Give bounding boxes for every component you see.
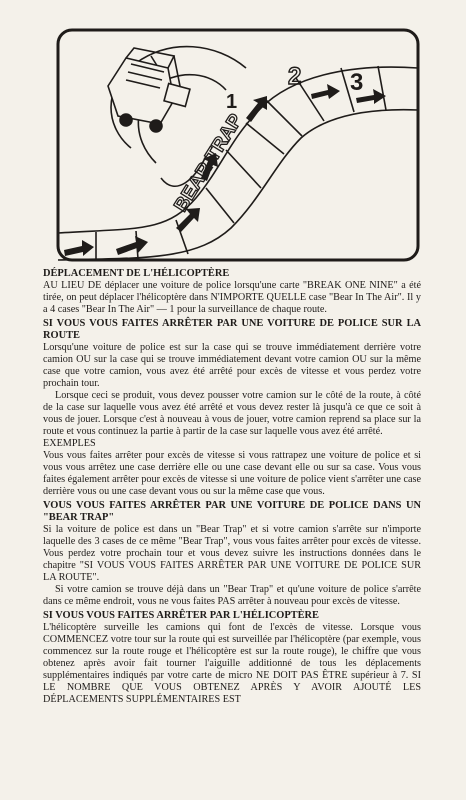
section-title-police-car: SI VOUS VOUS FAITES ARRÊTER PAR UNE VOITURE DE POLICE SUR LA ROUTE bbox=[43, 318, 421, 341]
space-number-2: 2 bbox=[288, 63, 302, 90]
section-title-bear-trap: VOUS VOUS FAITES ARRÊTER PAR UNE VOITURE DE POLICE DANS UN "BEAR TRAP" bbox=[43, 500, 421, 523]
police-car-paragraph-3: Vous vous faites arrêter pour excès de vitesse si vous rattrapez une voiture de police et si vous vous arrêtez une case derrière elle ou une case devant elle ou sur sa case. Vous vous faites également arrêter pour excès de vitesse si une voiture de police vient s'arrêter une case derrière vous ou une case devant vous ou sur la même case que vous. bbox=[43, 450, 421, 497]
rules-text bbox=[43, 268, 421, 706]
helicopter-stop-body: L'hélicoptère surveille les camions qui font de l'excès de vitesse. Lorsque vous COMMENCEZ votre tour sur la route qui est surveillée par l'hélicoptère (par exemple, vous commencez sur la route rouge et l'hélicoptère est sur la route rouge), le chiffre que vous obtenez après avoir fait tourner l'aiguille additionné de tous les déplacements supplémentaires indiqués par votre carte de micro NE DOIT PAS ÊTRE supérieur à 7. SI LE NOMBRE QUE VOUS OBTENEZ APRÈS Y AVOIR AJOUTÉ LES DÉPLACEMENTS SUPPLÉMENTAIRES EST bbox=[43, 622, 421, 705]
arrow-icon bbox=[311, 84, 340, 99]
arrow-icon bbox=[64, 240, 94, 256]
bear-trap-paragraph-2: Si votre camion se trouve déjà dans un "Bear Trap" et qu'une voiture de police s'arrête dans ce même endroit, vous ne vous faites PAS arrêter à nouveau pour excès de vitesse. bbox=[43, 584, 421, 607]
arrow-icon bbox=[116, 236, 148, 255]
bear-trap-paragraph-1: Si la voiture de police est dans un "Bear Trap" et si votre camion s'arrête sur n'importe laquelle des 3 cases de ce même "Bear Trap", vous vous faites arrêter pour excès de vitesse. Vous perdez votre prochain tour et vous devez suivre les instructions données dans le chapitre "SI VOUS VOUS FAITES ARRÊTER PAR UNE VOITURE DE POLICE SUR LA ROUTE". bbox=[43, 524, 421, 583]
helicopter-move-body: AU LIEU DE déplacer une voiture de police lorsqu'une carte "BREAK ONE NINE" a été tirée, on peut déplacer l'hélicoptère dans N'IMPORTE QUELLE case "Bear In The Air". Il y a 4 cases "Bear In The Air" — 1 pour la surveillance de chaque route. bbox=[43, 280, 421, 315]
board-illustration bbox=[56, 28, 420, 262]
police-car-paragraph-2: Lorsque ceci se produit, vous devez pousser votre camion sur le côté de la route, à côté de la case sur laquelle vous avez été arrêté et vous devez rester là jusqu'à ce que ce soit à vous de jouer. Lorsque c'est à nouveau à vous de jouer, votre camion reprend sa place sur la route et vous continuez la partie à partir de la case sur laquelle vous avez été arrêté. bbox=[43, 390, 421, 437]
examples-label: EXEMPLES bbox=[43, 438, 96, 449]
section-title-helicopter-move: DÉPLACEMENT DE L'HÉLICOPTÈRE bbox=[43, 268, 230, 279]
arrow-icon bbox=[246, 96, 267, 122]
bear-trap-label: BEAR TRAP bbox=[170, 110, 247, 216]
illustration-frame bbox=[58, 30, 418, 260]
truck-icon bbox=[108, 48, 190, 132]
space-number-1: 1 bbox=[226, 91, 238, 113]
space-number-3: 3 bbox=[350, 69, 364, 96]
police-car-paragraph-1: Lorsqu'une voiture de police est sur la case qui se trouve immédiatement derrière votre camion OU sur la case qui se trouve immédiatement devant votre camion OU sur la même case que votre camion, vous avez été arrêté pour excès de vitesse et vous perdez votre prochain tour. bbox=[43, 342, 421, 389]
section-title-helicopter-stop: SI VOUS VOUS FAITES ARRÊTER PAR L'HÉLICOPTÈRE bbox=[43, 610, 319, 621]
